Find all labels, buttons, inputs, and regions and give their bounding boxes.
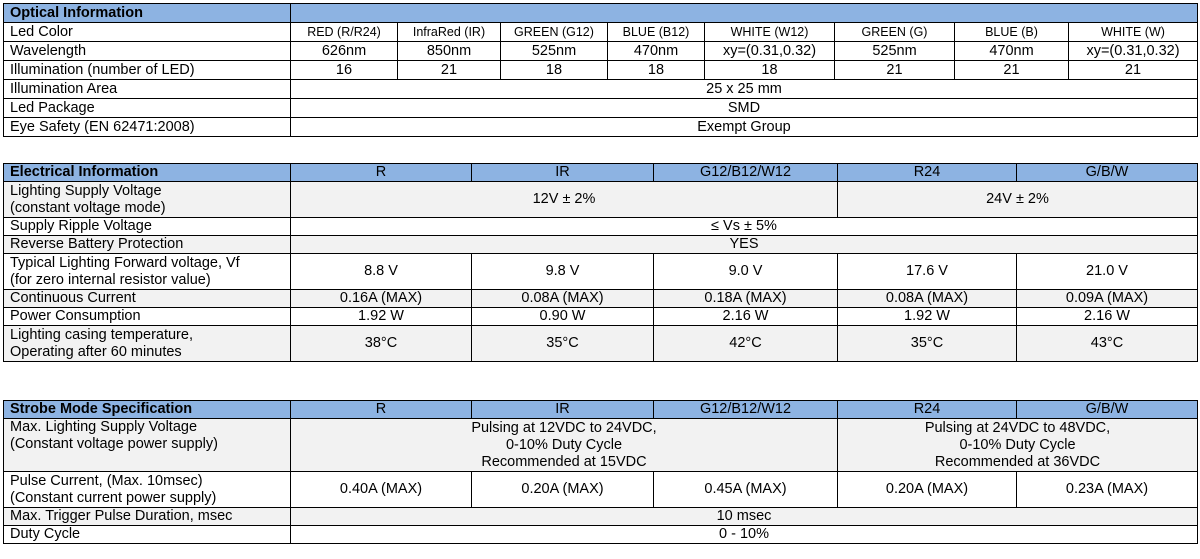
duty-cycle-label: Duty Cycle (4, 526, 291, 544)
led-color-cell: WHITE (W) (1069, 23, 1198, 42)
continuous-current-cell: 0.09A (MAX) (1017, 290, 1198, 308)
pulse-current-cell: 0.20A (MAX) (838, 472, 1017, 508)
pulse-current-label-line2: (Constant current power supply) (10, 489, 217, 506)
power-consumption-cell: 0.90 W (472, 308, 654, 326)
led-package-value: SMD (291, 99, 1198, 118)
electrical-column-header: G12/B12/W12 (654, 164, 838, 182)
forward-voltage-label-line2: (for zero internal resistor value) (10, 271, 211, 288)
continuous-current-cell: 0.18A (MAX) (654, 290, 838, 308)
led-package-row (4, 99, 1198, 118)
max-voltage-24v-line: 0-10% Duty Cycle (959, 436, 1076, 453)
supply-voltage-row (4, 182, 1198, 218)
forward-voltage-row (4, 254, 1198, 290)
duty-cycle-row (4, 526, 1198, 544)
supply-voltage-label (4, 182, 291, 218)
power-consumption-cell: 2.16 W (1017, 308, 1198, 326)
continuous-current-cell: 0.08A (MAX) (472, 290, 654, 308)
strobe-column-header: G12/B12/W12 (654, 401, 838, 419)
casing-temperature-cell: 42°C (654, 326, 838, 362)
electrical-column-header: G/B/W (1017, 164, 1198, 182)
optical-information-table (3, 3, 1198, 137)
illumination-count-cell: 21 (955, 61, 1069, 80)
illumination-count-cell: 21 (835, 61, 955, 80)
max-voltage-row (4, 419, 1198, 472)
casing-temperature-row (4, 326, 1198, 362)
wavelength-cell: xy=(0.31,0.32) (1069, 42, 1198, 61)
wavelength-cell: xy=(0.31,0.32) (705, 42, 835, 61)
led-color-row (4, 23, 1198, 42)
led-color-cell: WHITE (W12) (705, 23, 835, 42)
continuous-current-row (4, 290, 1198, 308)
wavelength-cell: 525nm (501, 42, 608, 61)
led-color-cell: GREEN (G) (835, 23, 955, 42)
ripple-row (4, 218, 1198, 236)
led-color-cell: BLUE (B) (955, 23, 1069, 42)
wavelength-cell: 850nm (398, 42, 501, 61)
forward-voltage-cell: 17.6 V (838, 254, 1017, 290)
optical-section-title: Optical Information (4, 4, 291, 23)
led-color-cell: RED (R/R24) (291, 23, 398, 42)
optical-header-row (4, 4, 1198, 23)
trigger-duration-value: 10 msec (291, 508, 1198, 526)
casing-temperature-cell: 38°C (291, 326, 472, 362)
electrical-header-row (4, 164, 1198, 182)
wavelength-cell: 525nm (835, 42, 955, 61)
wavelength-cell: 470nm (608, 42, 705, 61)
ripple-label: Supply Ripple Voltage (4, 218, 291, 236)
supply-voltage-24v: 24V ± 2% (838, 182, 1198, 218)
max-voltage-12v-group (291, 419, 838, 472)
strobe-mode-table (3, 400, 1198, 544)
electrical-column-header: IR (472, 164, 654, 182)
illumination-area-value: 25 x 25 mm (291, 80, 1198, 99)
pulse-current-label-line1: Pulse Current, (Max. 10msec) (10, 472, 203, 489)
illumination-count-cell: 21 (398, 61, 501, 80)
electrical-column-header: R (291, 164, 472, 182)
casing-temperature-label (4, 326, 291, 362)
max-voltage-12v-line: 0-10% Duty Cycle (505, 436, 623, 453)
illumination-area-label: Illumination Area (4, 80, 291, 99)
power-consumption-label: Power Consumption (4, 308, 291, 326)
casing-temperature-label-line1: Lighting casing temperature, (10, 326, 193, 343)
reverse-battery-row (4, 236, 1198, 254)
max-voltage-24v-line: Recommended at 36VDC (934, 453, 1101, 470)
pulse-current-cell: 0.23A (MAX) (1017, 472, 1198, 508)
pulse-current-cell: 0.45A (MAX) (654, 472, 838, 508)
casing-temperature-cell: 35°C (472, 326, 654, 362)
duty-cycle-value: 0 - 10% (291, 526, 1198, 544)
max-voltage-label-line2: (Constant voltage power supply) (10, 436, 218, 452)
ripple-value: ≤ Vs ± 5% (291, 218, 1198, 236)
max-voltage-24v-group (838, 419, 1198, 472)
continuous-current-cell: 0.08A (MAX) (838, 290, 1017, 308)
pulse-current-cell: 0.40A (MAX) (291, 472, 472, 508)
strobe-column-header: R (291, 401, 472, 419)
illumination-count-cell: 18 (608, 61, 705, 80)
led-color-cell: InfraRed (IR) (398, 23, 501, 42)
power-consumption-cell: 1.92 W (291, 308, 472, 326)
pulse-current-row (4, 472, 1198, 508)
illumination-count-cell: 18 (705, 61, 835, 80)
supply-voltage-12v: 12V ± 2% (291, 182, 838, 218)
illumination-count-row (4, 61, 1198, 80)
max-voltage-label (4, 419, 291, 472)
pulse-current-cell: 0.20A (MAX) (472, 472, 654, 508)
wavelength-row (4, 42, 1198, 61)
illumination-count-cell: 18 (501, 61, 608, 80)
max-voltage-label-line1: Max. Lighting Supply Voltage (10, 419, 198, 435)
led-color-label: Led Color (4, 23, 291, 42)
forward-voltage-cell: 8.8 V (291, 254, 472, 290)
illumination-count-label: Illumination (number of LED) (4, 61, 291, 80)
led-package-label: Led Package (4, 99, 291, 118)
pulse-current-label (4, 472, 291, 508)
supply-voltage-label-line2: (constant voltage mode) (10, 199, 166, 216)
continuous-current-cell: 0.16A (MAX) (291, 290, 472, 308)
forward-voltage-label-line1: Typical Lighting Forward voltage, Vf (10, 254, 240, 271)
eye-safety-row (4, 118, 1198, 137)
led-color-cell: BLUE (B12) (608, 23, 705, 42)
optical-header-fill (291, 4, 1198, 23)
strobe-section-title: Strobe Mode Specification (4, 401, 291, 419)
forward-voltage-cell: 21.0 V (1017, 254, 1198, 290)
max-voltage-12v-line: Pulsing at 12VDC to 24VDC, (471, 419, 657, 436)
electrical-information-table (3, 163, 1198, 362)
power-consumption-row (4, 308, 1198, 326)
casing-temperature-cell: 43°C (1017, 326, 1198, 362)
casing-temperature-cell: 35°C (838, 326, 1017, 362)
electrical-section-title: Electrical Information (4, 164, 291, 182)
casing-temperature-label-line2: Operating after 60 minutes (10, 343, 182, 360)
power-consumption-cell: 1.92 W (838, 308, 1017, 326)
wavelength-cell: 470nm (955, 42, 1069, 61)
illumination-area-row (4, 80, 1198, 99)
reverse-battery-label: Reverse Battery Protection (4, 236, 291, 254)
supply-voltage-label-line1: Lighting Supply Voltage (10, 182, 162, 199)
trigger-duration-label: Max. Trigger Pulse Duration, msec (4, 508, 291, 526)
strobe-column-header: R24 (838, 401, 1017, 419)
power-consumption-cell: 2.16 W (654, 308, 838, 326)
reverse-battery-value: YES (291, 236, 1198, 254)
max-voltage-24v-line: Pulsing at 24VDC to 48VDC, (924, 419, 1111, 436)
illumination-count-cell: 16 (291, 61, 398, 80)
continuous-current-label: Continuous Current (4, 290, 291, 308)
led-color-cell: GREEN (G12) (501, 23, 608, 42)
trigger-duration-row (4, 508, 1198, 526)
forward-voltage-cell: 9.8 V (472, 254, 654, 290)
electrical-column-header: R24 (838, 164, 1017, 182)
strobe-column-header: G/B/W (1017, 401, 1198, 419)
max-voltage-12v-line: Recommended at 15VDC (481, 453, 647, 470)
forward-voltage-label (4, 254, 291, 290)
wavelength-label: Wavelength (4, 42, 291, 61)
strobe-header-row (4, 401, 1198, 419)
eye-safety-value: Exempt Group (291, 118, 1198, 137)
eye-safety-label: Eye Safety (EN 62471:2008) (4, 118, 291, 137)
wavelength-cell: 626nm (291, 42, 398, 61)
strobe-column-header: IR (472, 401, 654, 419)
illumination-count-cell: 21 (1069, 61, 1198, 80)
forward-voltage-cell: 9.0 V (654, 254, 838, 290)
